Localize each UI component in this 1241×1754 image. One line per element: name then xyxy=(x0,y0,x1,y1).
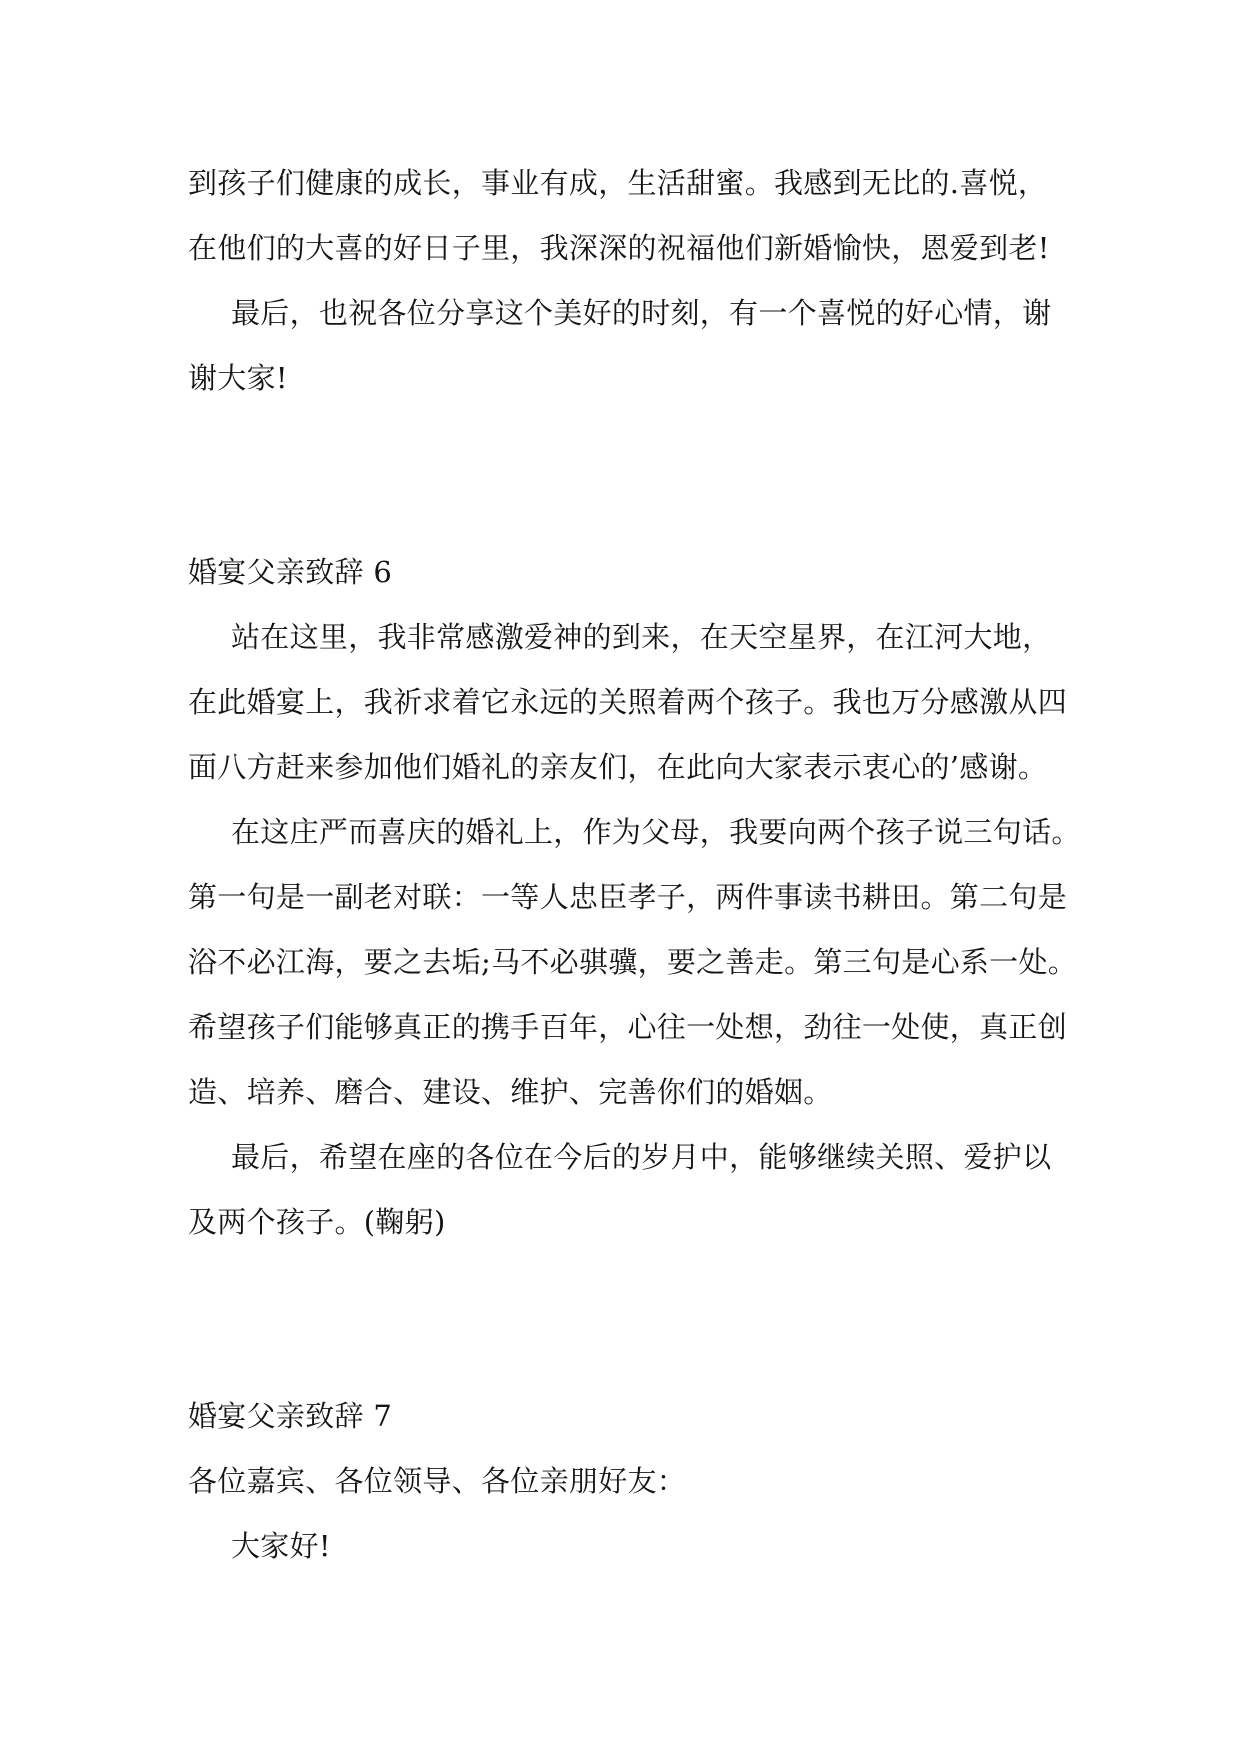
paragraph-line: 最后，希望在座的各位在今后的岁月中，能够继续关照、爱护以 xyxy=(231,1140,1052,1174)
paragraph-line: 最后，也祝各位分享这个美好的时刻，有一个喜悦的好心情，谢 xyxy=(231,296,1052,330)
paragraph-line: 在他们的大喜的好日子里，我深深的祝福他们新婚愉快，恩爱到老! xyxy=(188,231,1050,265)
paragraph-line: 第一句是一副老对联：一等人忠臣孝子，两件事读书耕田。第二句是 xyxy=(188,880,1068,914)
paragraph-line: 造、培养、磨合、建设、维护、完善你们的婚姻。 xyxy=(188,1075,833,1109)
paragraph-line: 到孩子们健康的成长，事业有成，生活甜蜜。我感到无比的.喜悦， xyxy=(188,166,1048,200)
paragraph-line: 在这庄严而喜庆的婚礼上，作为父母，我要向两个孩子说三句话。 xyxy=(231,815,1081,849)
section-heading: 婚宴父亲致辞 6 xyxy=(188,555,393,589)
greeting-line: 大家好! xyxy=(231,1529,331,1563)
paragraph-line: 希望孩子们能够真正的携手百年，心往一处想，劲往一处使，真正创 xyxy=(188,1010,1068,1044)
paragraph-line: 站在这里，我非常感激爱神的到来，在天空星界，在江河大地， xyxy=(231,620,1052,654)
paragraph-line: 谢大家! xyxy=(188,361,288,395)
salutation-line: 各位嘉宾、各位领导、各位亲朋好友： xyxy=(188,1464,687,1498)
section-heading: 婚宴父亲致辞 7 xyxy=(188,1399,393,1433)
paragraph-line: 面八方赶来参加他们婚礼的亲友们，在此向大家表示衷心的’感谢。 xyxy=(188,750,1048,784)
paragraph-line: 在此婚宴上，我祈求着它永远的关照着两个孩子。我也万分感激从四 xyxy=(188,685,1068,719)
paragraph-line: 及两个孩子。(鞠躬) xyxy=(188,1205,446,1239)
paragraph-line: 浴不必江海，要之去垢;马不必骐骥，要之善走。第三句是心系一处。 xyxy=(188,945,1078,979)
